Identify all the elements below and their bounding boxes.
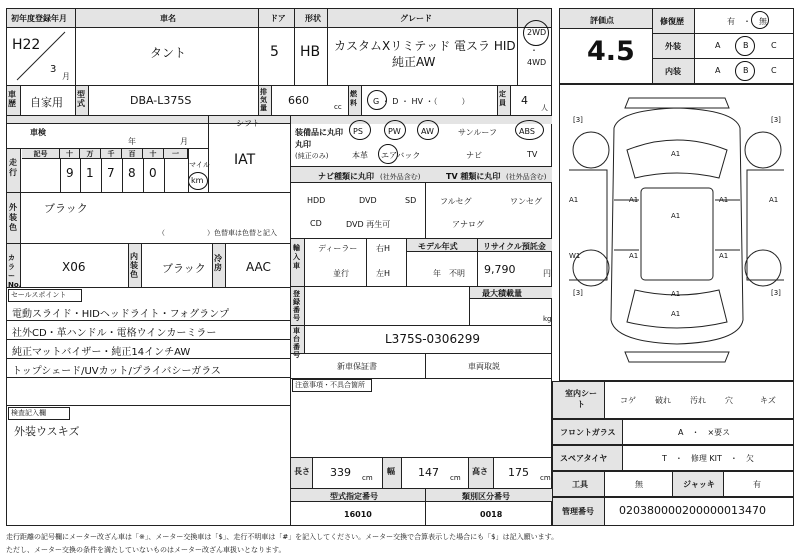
damage-mark: A1 xyxy=(671,290,681,298)
repair-label: 修復歴 xyxy=(660,17,684,26)
spare-value: T ・ 修理 KIT ・ 欠 xyxy=(662,454,754,463)
mgmt-label: 管理番号 xyxy=(562,507,594,516)
kg-unit: kg xyxy=(543,315,552,323)
sales-point-rule xyxy=(7,339,290,340)
seat-item: コゲ xyxy=(620,396,636,405)
mileage-col-label: 万 xyxy=(80,149,101,159)
mileage-digit: 7 xyxy=(107,166,115,180)
damage-mark: A1 xyxy=(671,150,681,158)
reg-no-label: 登録番号 xyxy=(293,290,300,322)
tv-label: TV 種類に丸印 xyxy=(446,172,501,181)
sales-point-rule xyxy=(7,320,290,321)
grade-line1: カスタムXリミテッド 電スラ HID xyxy=(334,39,516,53)
displacement-value: 660 xyxy=(288,94,309,107)
sales-point-rule xyxy=(7,358,290,359)
interior-value: ブラック xyxy=(162,262,206,275)
grade-line2: 純正AW xyxy=(392,55,436,69)
equipment-circle xyxy=(515,120,544,140)
displacement-label: 排気量 xyxy=(260,88,267,112)
exterior-grade-label: 外装 xyxy=(665,42,681,51)
model-year-value: 年 不明 xyxy=(433,269,465,278)
capacity-value: 4 xyxy=(521,94,528,107)
color-no-label: カラーNo. xyxy=(8,254,22,289)
model-year-label: モデル年式 xyxy=(418,242,458,251)
km-label: km xyxy=(191,176,204,185)
import-label: 輸入車 xyxy=(293,244,300,270)
chassis-value: L375S-0306299 xyxy=(385,332,480,346)
shaken-year-unit: 年 xyxy=(128,137,136,146)
class-no-label: 類別区分番号 xyxy=(462,492,510,501)
height-value: 175 xyxy=(508,466,529,479)
mileage-digit: 1 xyxy=(86,166,94,180)
navi-item: CD xyxy=(310,219,322,228)
reg-era: H22 xyxy=(12,37,41,53)
spare-label: スペアタイヤ xyxy=(560,454,608,463)
equipment-circle xyxy=(349,120,371,140)
grade-option: C xyxy=(771,66,777,75)
navi-item: DVD xyxy=(359,196,377,205)
footer-line2: ただし、メーター交換の条件を満たしていないものはメーター改ざん車扱いとなります。 xyxy=(6,546,286,554)
warranty-label: 新車保証書 xyxy=(337,362,377,371)
mileage-col-label: 十 xyxy=(143,149,164,159)
equipment-item: ABS xyxy=(519,127,535,136)
sales-point-line: 電動スライド・HIDヘッドライト・フォグランプ xyxy=(12,309,230,320)
mileage-col-label: 千 xyxy=(101,149,122,159)
mgmt-value: 020380000200000013470 xyxy=(619,504,766,517)
damage-mark: A1 xyxy=(671,310,681,318)
car-name: タント xyxy=(150,46,187,60)
damage-mark: A1 xyxy=(671,212,681,220)
usage-value: 自家用 xyxy=(30,96,63,109)
mileage-col-label: 一 xyxy=(164,149,188,159)
height-label: 高さ xyxy=(472,467,488,476)
interior-grade-label: 内装 xyxy=(665,67,681,76)
model-label: 型式 xyxy=(77,90,85,108)
shape-value: HB xyxy=(300,44,321,60)
reg-month-unit: 月 xyxy=(62,72,70,81)
sales-point-line: 純正マットバイザー・純正14インチAW xyxy=(12,347,191,358)
grade-option: B xyxy=(743,66,749,75)
tire-mark: [3] xyxy=(573,116,583,124)
cc-unit: cc xyxy=(334,103,342,111)
notes-label: 注意事項・不具合箇所 xyxy=(295,381,365,389)
score-label: 評価点 xyxy=(590,16,614,25)
import-dealer: ディーラー xyxy=(318,244,358,253)
height-unit: cm xyxy=(540,474,551,482)
sales-points-label: セールスポイント xyxy=(11,291,67,299)
jack-value: 有 xyxy=(753,480,761,489)
damage-mark: A1 xyxy=(769,196,779,204)
ac-label: 冷房 xyxy=(214,254,222,272)
navi-item: SD xyxy=(405,196,417,205)
tv-item: ワンセグ xyxy=(510,197,542,206)
navi-sub: (社外品含む) xyxy=(380,173,421,181)
grade-option: C xyxy=(771,41,777,50)
shift-value: IAT xyxy=(234,152,256,168)
sales-point-line: 社外CD・革ハンドル・電格ウインカーミラー xyxy=(12,328,217,339)
damage-mark: A1 xyxy=(719,252,729,260)
score-value: 4.5 xyxy=(587,36,635,67)
capacity-unit: 人 xyxy=(541,104,548,112)
length-label: 長さ xyxy=(294,467,310,476)
repair-none-circle xyxy=(751,11,769,29)
equipment-label-2: 丸印 xyxy=(295,140,311,149)
diagram-frame xyxy=(559,84,794,381)
capacity-label: 定員 xyxy=(499,90,506,107)
seat-item: 破れ xyxy=(655,396,671,405)
grade-option: B xyxy=(743,41,749,50)
fuel-options: G ・ D ・ HV ・（ ） xyxy=(373,97,470,106)
navi-item: HDD xyxy=(307,196,326,205)
grade-b-circle xyxy=(735,61,755,81)
equipment-item: PS xyxy=(353,127,363,136)
usage-label: 車歴 xyxy=(8,90,16,108)
color-no-value: X06 xyxy=(62,260,86,274)
shift-label: シフト xyxy=(236,119,260,128)
max-load-label: 最大積載量 xyxy=(482,289,522,298)
drive-4wd: 4WD xyxy=(527,58,547,67)
exterior-value: ブラック xyxy=(44,202,88,215)
shaken-label: 車検 xyxy=(30,128,46,137)
equipment-item: TV xyxy=(527,150,538,159)
reg-month: 3 xyxy=(50,64,57,75)
color-note: （ ）色替車は色替と記入 xyxy=(158,229,277,237)
tire-mark: [3] xyxy=(771,289,781,297)
inspector-text: 外装ウスキズ xyxy=(14,425,80,438)
seat-item: 汚れ xyxy=(690,396,706,405)
import-right-h: 右H xyxy=(376,244,391,253)
drive-2wd: 2WD xyxy=(527,28,547,37)
tire-mark: [3] xyxy=(573,289,583,297)
windshield-value: A ・ ×要ス xyxy=(678,428,731,437)
tv-item: アナログ xyxy=(452,220,484,229)
mileage-label: 走行 xyxy=(9,158,17,177)
equipment-item: ナビ xyxy=(466,151,482,160)
equipment-circle xyxy=(384,120,406,140)
navi-item: DVD 再生可 xyxy=(346,220,391,229)
seat-item: キズ xyxy=(760,396,776,405)
class-no-value: 0018 xyxy=(480,510,503,519)
interior-label: 内装色 xyxy=(130,252,138,279)
navi-label: ナビ種類に丸印 xyxy=(318,172,374,181)
import-parallel: 並行 xyxy=(333,269,349,278)
repair-options: 有 ・ 無 xyxy=(727,17,767,26)
grade-option: A xyxy=(715,41,721,50)
equipment-label: 装備品に丸印 xyxy=(295,128,343,137)
mileage-divider xyxy=(188,149,189,192)
damage-mark: A1 xyxy=(719,196,729,204)
mileage-col-label: 十 xyxy=(60,149,80,159)
mileage-digit: 9 xyxy=(66,166,74,180)
grade-label: グレード xyxy=(400,14,432,23)
tv-sub: (社外品含む) xyxy=(506,173,547,181)
sales-point-line: トップシェード/UVカット/プライバシーガラス xyxy=(12,366,221,377)
equipment-circle xyxy=(417,120,439,140)
recycle-label: リサイクル預託金 xyxy=(483,242,546,251)
mileage-col-label: 百 xyxy=(122,149,143,159)
first-reg-label: 初年度登録年月 xyxy=(11,14,67,23)
recycle-value: 9,790 xyxy=(484,263,516,276)
mileage-col-label: 記号 xyxy=(22,149,60,159)
jack-label: ジャッキ xyxy=(683,480,715,489)
seat-label: 室内シート xyxy=(565,389,597,409)
mile-label: マイル xyxy=(189,161,210,169)
equipment-sub: (純正のみ) xyxy=(295,152,329,160)
damage-mark: A1 xyxy=(569,196,579,204)
equipment-item: PW xyxy=(388,127,401,136)
windshield-label: フロントガラス xyxy=(560,428,616,437)
car-name-label: 車名 xyxy=(160,14,176,23)
exterior-label: 外装色 xyxy=(9,203,17,232)
grade-option: A xyxy=(715,66,721,75)
doors-label: ドア xyxy=(270,14,286,23)
footer-line1: 走行距離の記号欄にメーター改ざん車は「※」、メーター交換車は「$」、走行不明車は「#」を記入してください。メーター交換で合算表示した場合にも「$」は記入願います。 xyxy=(6,533,559,541)
mileage-digit: 0 xyxy=(149,166,157,180)
chassis-label: 車台番号 xyxy=(293,327,300,359)
doors-value: 5 xyxy=(270,44,279,60)
damage-mark: A1 xyxy=(629,252,639,260)
damage-mark: A1 xyxy=(629,196,639,204)
ac-value: AAC xyxy=(246,260,271,274)
shape-label: 形状 xyxy=(305,14,321,23)
type-no-label: 型式指定番号 xyxy=(330,492,378,501)
equipment-item: エアバック xyxy=(381,151,421,160)
yen-unit: 円 xyxy=(543,269,551,278)
manual-label: 車両取説 xyxy=(468,362,500,371)
import-left-h: 左H xyxy=(376,269,391,278)
grade-b-circle xyxy=(735,36,755,56)
tv-item: フルセグ xyxy=(440,197,472,206)
drive-dot: ・ xyxy=(530,46,538,55)
equipment-item: AW xyxy=(421,127,434,136)
sales-point-rule xyxy=(7,377,290,378)
damage-mark: W1 xyxy=(569,252,581,260)
width-label: 幅 xyxy=(387,467,395,476)
fuel-label: 燃料 xyxy=(350,90,357,107)
width-value: 147 xyxy=(418,466,439,479)
width-unit: cm xyxy=(450,474,461,482)
shaken-month-unit: 月 xyxy=(180,137,188,146)
length-unit: cm xyxy=(362,474,373,482)
seat-item: 穴 xyxy=(725,396,733,405)
type-no-value: 16010 xyxy=(344,510,372,519)
tools-value: 無 xyxy=(635,480,643,489)
length-value: 339 xyxy=(330,466,351,479)
tire-mark: [3] xyxy=(771,116,781,124)
inspector-label: 検査記入欄 xyxy=(11,409,46,417)
mileage-digit: 8 xyxy=(128,166,136,180)
equipment-item: サンルーフ xyxy=(458,128,497,137)
tools-label: 工具 xyxy=(572,480,588,489)
model-value: DBA-L375S xyxy=(130,94,192,107)
equipment-item: 本革 xyxy=(352,151,368,160)
